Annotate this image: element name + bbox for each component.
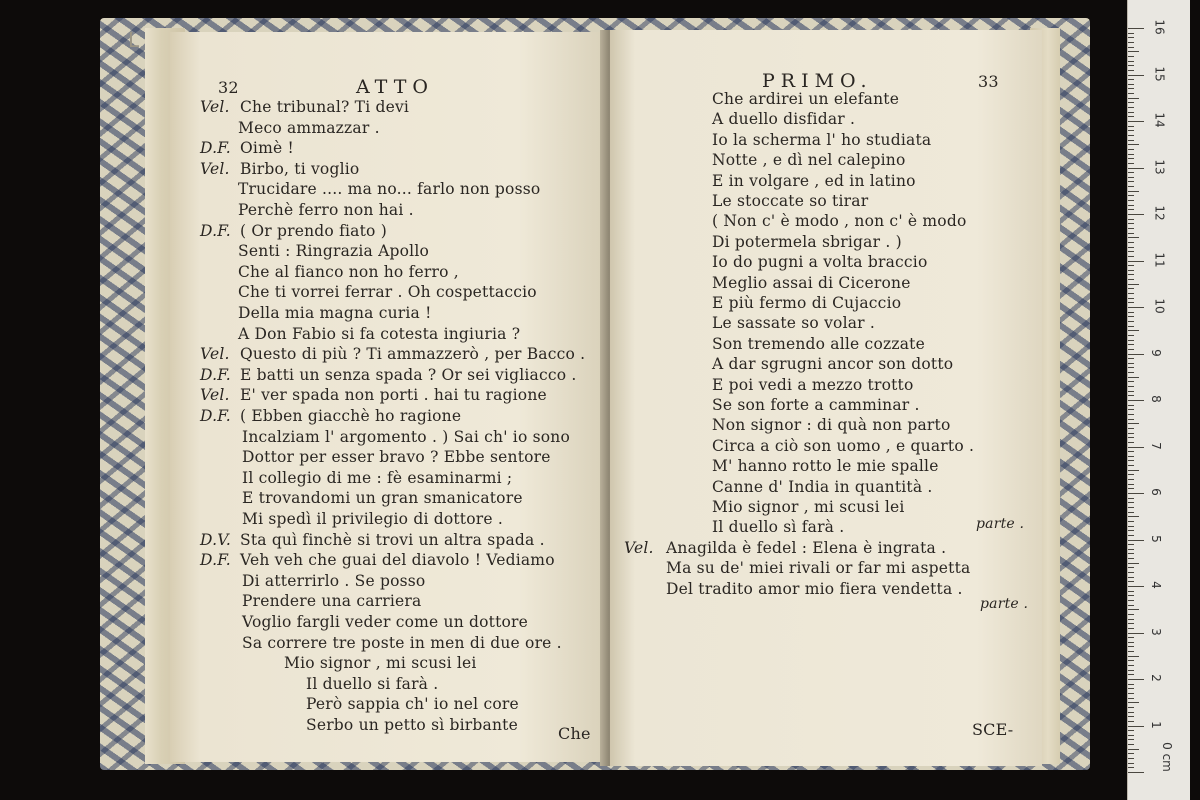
- ruler-tick: [1128, 763, 1134, 764]
- verse-line: Di potermela sbrigar . ): [712, 232, 902, 251]
- verse-line: Che al fianco non ho ferro ,: [238, 262, 459, 281]
- verse-line: Non signor : di quà non parto: [712, 416, 951, 435]
- ruler-tick: [1128, 209, 1134, 210]
- ruler-tick: [1128, 386, 1134, 387]
- ruler-tick: [1128, 135, 1134, 136]
- ruler-tick: [1128, 214, 1144, 215]
- ruler-tick: [1128, 642, 1134, 643]
- ruler-number: 8: [1148, 395, 1163, 403]
- ruler-tick: [1128, 637, 1134, 638]
- ruler-tick: [1128, 442, 1134, 443]
- ruler-tick: [1128, 116, 1134, 117]
- ruler-tick: [1128, 544, 1134, 545]
- ruler-tick: [1128, 553, 1134, 554]
- verse-line: E trovandomi un gran smanicatore: [242, 489, 523, 508]
- ruler-tick: [1128, 261, 1144, 262]
- ruler-tick: [1128, 753, 1134, 754]
- ruler-tick: [1128, 367, 1134, 368]
- ruler-number: 0 cm: [1159, 742, 1174, 772]
- ruler-tick: [1128, 340, 1134, 341]
- ruler-tick: [1128, 758, 1134, 759]
- ruler-tick: [1128, 247, 1134, 248]
- verse-line: Mi spedì il privilegio di dottore .: [242, 510, 504, 528]
- verse-line: Sta quì finchè si trovi un altra spada .: [240, 530, 545, 549]
- ruler-tick: [1128, 660, 1134, 661]
- ruler-tick: [1128, 619, 1134, 620]
- ruler-tick: [1128, 256, 1134, 257]
- verse-line: M' hanno rotto le mie spalle: [712, 457, 939, 476]
- ruler-tick: [1128, 79, 1134, 80]
- ruler-tick: [1128, 623, 1134, 624]
- ruler-tick: [1128, 298, 1134, 299]
- ruler-tick: [1128, 121, 1144, 122]
- ruler-number: 13: [1152, 158, 1167, 175]
- ruler-tick: [1128, 335, 1134, 336]
- speaker-label: Vel.: [624, 538, 654, 557]
- speaker-label: Vel.: [200, 345, 230, 364]
- verse-line: A dar sgrugni ancor son dotto: [712, 355, 954, 374]
- ruler-tick: [1128, 279, 1134, 280]
- ruler-tick: [1128, 577, 1134, 578]
- ruler-tick: [1128, 302, 1134, 303]
- ruler-tick: [1128, 679, 1144, 680]
- ruler-tick: [1128, 535, 1134, 536]
- ruler-tick: [1128, 126, 1134, 127]
- ruler-tick: [1128, 628, 1134, 629]
- verse-line: ( Non c' è modo , non c' è modo: [712, 212, 967, 231]
- ruler-tick: [1128, 242, 1134, 243]
- ruler-tick: [1128, 98, 1139, 99]
- verse-line: Che ti vorrei ferrar . Oh cospettaccio: [238, 283, 537, 302]
- ruler-tick: [1128, 293, 1134, 294]
- speaker-label: D.F.: [200, 407, 231, 425]
- ruler-tick: [1128, 507, 1134, 508]
- ruler-tick: [1128, 549, 1134, 550]
- speaker-label: D.F.: [200, 139, 231, 158]
- ruler-tick: [1128, 609, 1139, 610]
- verse-line: Voglio fargli veder come un dottore: [242, 613, 529, 631]
- ruler-tick: [1128, 460, 1134, 461]
- speaker-label: Vel.: [200, 159, 230, 178]
- ruler-tick: [1128, 600, 1134, 601]
- stage-direction: parte .: [980, 596, 1029, 612]
- verse-line: E in volgare , ed in latino: [712, 171, 916, 190]
- ruler-tick: [1128, 177, 1134, 178]
- verse-line: Io do pugni a volta braccio: [712, 253, 928, 272]
- ruler-tick: [1128, 33, 1134, 34]
- ruler-tick: [1128, 377, 1139, 378]
- ruler-tick: [1128, 530, 1134, 531]
- ruler-tick: [1128, 693, 1134, 694]
- ruler-tick: [1128, 172, 1134, 173]
- ruler-tick: [1128, 665, 1134, 666]
- ruler-tick: [1128, 470, 1139, 471]
- page-header: PRIMO.: [762, 70, 873, 92]
- ruler-tick: [1128, 526, 1134, 527]
- ruler-tick: [1128, 70, 1134, 71]
- ruler-tick: [1128, 381, 1134, 382]
- verse-line: Sa correre tre poste in men di due ore .: [242, 633, 562, 652]
- ruler-tick: [1128, 154, 1134, 155]
- ruler-tick: [1128, 749, 1139, 750]
- ruler-tick: [1128, 726, 1144, 727]
- ruler-tick: [1128, 633, 1144, 634]
- ruler-tick: [1128, 251, 1134, 252]
- ruler-tick: [1128, 47, 1134, 48]
- verse-line: Mio signor , mi scusi lei: [712, 498, 905, 516]
- ruler-tick: [1128, 730, 1134, 731]
- verse-line: Questo di più ? Ti ammazzerò , per Bacco .: [240, 345, 586, 364]
- ruler-tick: [1128, 107, 1134, 108]
- verse-line: Che ardirei un elefante: [712, 90, 900, 108]
- ruler-tick: [1128, 586, 1144, 587]
- ruler-tick: [1128, 721, 1134, 722]
- ruler-tick: [1128, 330, 1139, 331]
- verse-line: Il duello si farà .: [306, 674, 439, 693]
- ruler-tick: [1128, 312, 1134, 313]
- verse-line: Canne d' India in quantità .: [712, 477, 933, 496]
- verse-line: Le sassate so volar .: [712, 314, 876, 333]
- verse-line: Perchè ferro non hai .: [238, 201, 414, 219]
- verse-line: Birbo, ti voglio: [240, 159, 360, 178]
- speaker-label: D.F.: [200, 551, 231, 570]
- ruler-tick: [1128, 284, 1139, 285]
- ruler-tick: [1128, 707, 1134, 708]
- ruler-tick: [1128, 614, 1134, 615]
- ruler-tick: [1128, 688, 1134, 689]
- ruler-tick: [1128, 712, 1134, 713]
- ruler-tick: [1128, 223, 1134, 224]
- verse-line: Incalziam l' argomento . ) Sai ch' io sono: [242, 427, 571, 446]
- ruler-tick: [1128, 140, 1134, 141]
- ruler-tick: [1128, 670, 1134, 671]
- ruler-tick: [1128, 195, 1134, 196]
- ruler-tick: [1128, 674, 1134, 675]
- ruler-tick: [1128, 716, 1134, 717]
- ruler-tick: [1128, 42, 1134, 43]
- ruler-tick: [1128, 702, 1139, 703]
- measurement-ruler: [1127, 0, 1190, 800]
- ruler-tick: [1128, 456, 1134, 457]
- ruler-tick: [1128, 516, 1139, 517]
- verse-line: Mio signor , mi scusi lei: [284, 654, 477, 673]
- ruler-tick: [1128, 168, 1144, 169]
- ruler-tick: [1128, 656, 1139, 657]
- verse-line: ( Ebben giacchè ho ragione: [240, 407, 462, 425]
- ruler-number: 11: [1152, 251, 1167, 268]
- ruler-tick: [1128, 219, 1134, 220]
- speaker-label: D.V.: [200, 530, 232, 549]
- speaker-label: Vel.: [200, 386, 230, 405]
- ruler-tick: [1128, 181, 1134, 182]
- verse-line: Ma su de' miei rivali or far mi aspetta: [666, 559, 971, 578]
- ruler-tick: [1128, 437, 1134, 438]
- ruler-tick: [1128, 233, 1134, 234]
- ruler-tick: [1128, 581, 1134, 582]
- verse-line: Se son forte a camminar .: [712, 396, 920, 414]
- ruler-tick: [1128, 395, 1134, 396]
- ruler-tick: [1128, 451, 1134, 452]
- ruler-number: 4: [1148, 581, 1163, 589]
- ruler-tick: [1128, 158, 1134, 159]
- ruler-tick: [1128, 595, 1134, 596]
- ruler-tick: [1128, 572, 1134, 573]
- verse-line: Però sappia ch' io nel core: [306, 695, 519, 714]
- ruler-tick: [1128, 274, 1134, 275]
- ruler-tick: [1128, 605, 1134, 606]
- ruler-tick: [1128, 563, 1139, 564]
- ruler-tick: [1128, 484, 1134, 485]
- verse-line: E batti un senza spada ? Or sei vigliacco .: [240, 365, 577, 384]
- verse-line: Il collegio di me : fè esaminarmi ;: [242, 468, 513, 487]
- ruler-tick: [1128, 307, 1144, 308]
- ruler-tick: [1128, 358, 1134, 359]
- ruler-tick: [1128, 51, 1139, 52]
- verse-line: Che tribunal? Ti devi: [240, 98, 410, 116]
- ruler-tick: [1128, 558, 1134, 559]
- ruler-tick: [1128, 474, 1134, 475]
- ruler-tick: [1128, 428, 1134, 429]
- page-header: ATTO: [356, 76, 434, 98]
- ruler-tick: [1128, 567, 1134, 568]
- ruler-tick: [1128, 423, 1139, 424]
- ruler-number: 14: [1152, 112, 1167, 128]
- ruler-tick: [1128, 767, 1134, 768]
- verse-line: Veh veh che guai del diavolo ! Vediamo: [240, 551, 555, 570]
- ruler-tick: [1128, 84, 1134, 85]
- verse-line: E poi vedi a mezzo trotto: [712, 375, 914, 394]
- verse-line: Anagilda è fedel : Elena è ingrata .: [666, 538, 947, 557]
- ruler-number: 1: [1148, 720, 1163, 729]
- ruler-tick: [1128, 744, 1134, 745]
- speaker-label: D.F.: [200, 221, 231, 240]
- verse-line: Son tremendo alle cozzate: [712, 334, 925, 353]
- ruler-tick: [1128, 265, 1134, 266]
- ruler-tick: [1128, 772, 1144, 773]
- ruler-tick: [1128, 144, 1139, 145]
- verse-line: Notte , e dì nel calepino: [712, 151, 906, 170]
- cover-corner-mark: L: [128, 28, 140, 52]
- ruler-tick: [1128, 130, 1134, 131]
- ruler-tick: [1128, 112, 1134, 113]
- catchword: SCE-: [972, 720, 1014, 739]
- ruler-number: 3: [1148, 627, 1163, 636]
- ruler-tick: [1128, 698, 1134, 699]
- verse-line: Io la scherma l' ho studiata: [712, 130, 932, 149]
- verse-line: Il duello sì farà .: [712, 518, 845, 537]
- ruler-tick: [1128, 191, 1139, 192]
- ruler-tick: [1128, 739, 1134, 740]
- ruler-number: 6: [1148, 488, 1163, 496]
- ruler-tick: [1128, 502, 1134, 503]
- ruler-number: 12: [1152, 205, 1167, 221]
- ruler-tick: [1128, 414, 1134, 415]
- verse-line: Senti : Ringrazia Apollo: [238, 242, 430, 261]
- ruler-tick: [1128, 37, 1134, 38]
- ruler-tick: [1128, 372, 1134, 373]
- ruler-tick: [1128, 591, 1134, 592]
- right-page: [610, 30, 1042, 766]
- speaker-label: D.F.: [200, 365, 231, 384]
- stage-direction: parte .: [976, 516, 1025, 532]
- speaker-label: Vel.: [200, 98, 230, 116]
- catchword: Che: [558, 724, 591, 743]
- page-number: 32: [218, 78, 239, 97]
- ruler-tick: [1128, 405, 1134, 406]
- left-page: [170, 32, 606, 762]
- verse-line: Le stoccate so tirar: [712, 192, 869, 210]
- ruler-tick: [1128, 28, 1144, 29]
- ruler-tick: [1128, 684, 1134, 685]
- ruler-tick: [1128, 93, 1134, 94]
- ruler-tick: [1128, 163, 1134, 164]
- verse-line: Meco ammazzar .: [238, 118, 380, 137]
- ruler-tick: [1128, 646, 1134, 647]
- ruler-number: 16: [1152, 19, 1167, 35]
- ruler-tick: [1128, 479, 1134, 480]
- ruler-number: 2: [1148, 674, 1163, 682]
- verse-line: Oimè !: [240, 139, 294, 158]
- verse-line: Del tradito amor mio fiera vendetta .: [666, 579, 963, 598]
- page-number: 33: [978, 72, 999, 91]
- ruler-tick: [1128, 512, 1134, 513]
- verse-line: Dottor per esser bravo ? Ebbe sentore: [242, 448, 551, 467]
- ruler-tick: [1128, 400, 1144, 401]
- ruler-tick: [1128, 651, 1134, 652]
- verse-line: Serbo un petto sì birbante: [306, 716, 518, 734]
- ruler-tick: [1128, 391, 1134, 392]
- ruler-tick: [1128, 186, 1134, 187]
- verse-line: Trucidare .... ma no... farlo non posso: [238, 180, 541, 199]
- ruler-tick: [1128, 521, 1134, 522]
- ruler-tick: [1128, 200, 1134, 201]
- ruler-tick: [1128, 321, 1134, 322]
- ruler-tick: [1128, 326, 1134, 327]
- ruler-tick: [1128, 419, 1134, 420]
- verse-line: E più fermo di Cujaccio: [712, 294, 902, 312]
- verse-line: Circa a ciò son uomo , e quarto .: [712, 436, 975, 455]
- ruler-tick: [1128, 75, 1144, 76]
- ruler-tick: [1128, 88, 1134, 89]
- ruler-tick: [1128, 56, 1134, 57]
- ruler-number: 7: [1148, 441, 1163, 450]
- verse-line: Prendere una carriera: [242, 592, 422, 611]
- ruler-tick: [1128, 493, 1144, 494]
- verse-line: Di atterrirlo . Se posso: [242, 571, 426, 590]
- verse-line: A duello disfidar .: [712, 110, 856, 129]
- verse-line: Della mia magna curia !: [238, 304, 432, 322]
- ruler-tick: [1128, 488, 1134, 489]
- ruler-tick: [1128, 344, 1134, 345]
- ruler-tick: [1128, 498, 1134, 499]
- ruler-tick: [1128, 433, 1134, 434]
- ruler-number: 15: [1152, 65, 1167, 82]
- ruler-tick: [1128, 288, 1134, 289]
- ruler-tick: [1128, 447, 1144, 448]
- ruler-tick: [1128, 349, 1134, 350]
- verse-line: E' ver spada non porti . hai tu ragione: [240, 386, 547, 405]
- ruler-tick: [1128, 465, 1134, 466]
- ruler-tick: [1128, 61, 1134, 62]
- ruler-tick: [1128, 205, 1134, 206]
- ruler-tick: [1128, 735, 1134, 736]
- ruler-number: 10: [1152, 298, 1167, 314]
- ruler-tick: [1128, 237, 1139, 238]
- ruler-tick: [1128, 316, 1134, 317]
- ruler-tick: [1128, 102, 1134, 103]
- ruler-number: 9: [1148, 348, 1163, 357]
- ruler-tick: [1128, 354, 1144, 355]
- ruler-tick: [1128, 363, 1134, 364]
- ruler-tick: [1128, 149, 1134, 150]
- ruler-tick: [1128, 270, 1134, 271]
- verse-line: ( Or prendo fiato ): [240, 221, 387, 240]
- ruler-tick: [1128, 409, 1134, 410]
- verse-line: A Don Fabio si fa cotesta ingiuria ?: [238, 324, 521, 343]
- ruler-tick: [1128, 65, 1134, 66]
- ruler-tick: [1128, 228, 1134, 229]
- verse-line: Meglio assai di Cicerone: [712, 273, 911, 292]
- ruler-number: 5: [1148, 534, 1163, 543]
- ruler-tick: [1128, 540, 1144, 541]
